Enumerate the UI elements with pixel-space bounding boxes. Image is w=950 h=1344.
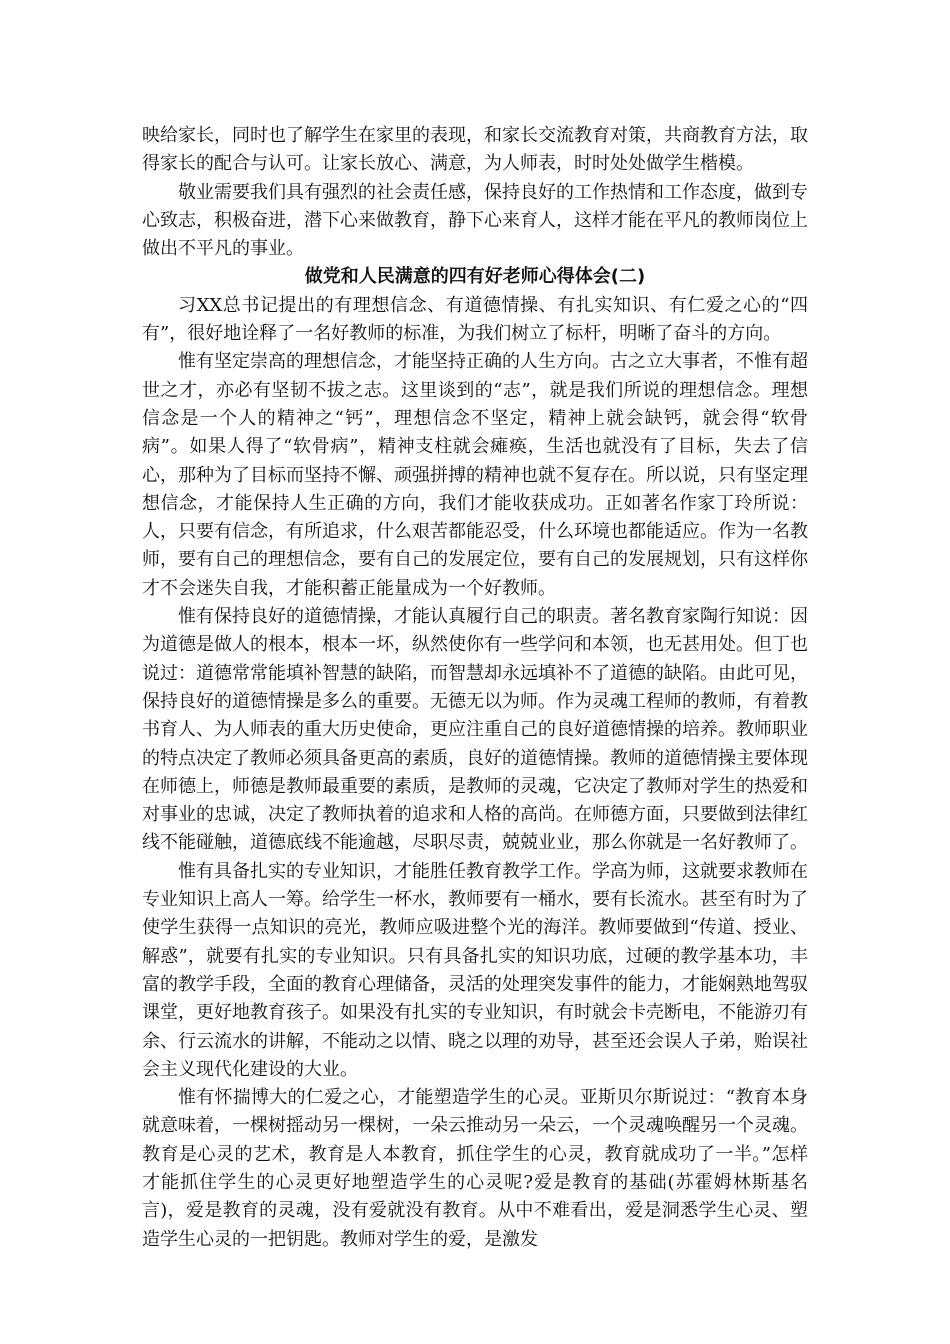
paragraph: 惟有具备扎实的专业知识，才能胜任教育教学工作。学高为师，这就要求教师在专业知识上高人一筹。给学生一杯水，教师要有一桶水，要有长流水。甚至有时为了使学生获得一点知识的亮光，教师应吸进整个光的海洋。教师要做到“传道、授业、解惑”，就要有扎实的专业知识。只有具备扎实的知识功底，过硬的教学基本功，丰富的教学手段，全面的教育心理储备，灵活的处理突发事件的能力，才能娴熟地驾驭课堂，更好地教育孩子。如果没有扎实的专业知识，有时就会卡壳断电，不能游刃有余、行云流水的讲解，不能动之以情、晓之以理的劝导，甚至还会误人子弟，贻误社会主义现代化建设的大业。 [142,860,808,1080]
paragraph: 惟有保持良好的道德情操，才能认真履行自己的职责。著名教育家陶行知说：因为道德是做人的根本，根本一坏，纵然使你有一些学问和本领，也无甚用处。但丁也说过：道德常常能填补智慧的缺陷，而智慧却永远填补不了道德的缺陷。由此可见，保持良好的道德情操是多么的重要。无德无以为师。作为灵魂工程师的教师，有着教书育人、为人师表的重大历史使命，更应注重自己的良好道德情操的培养。教师职业的特点决定了教师必须具备更高的素质，良好的道德情操。教师的道德情操主要体现在师德上，师德是教师最重要的素质，是教师的灵魂，它决定了教师对学生的热爱和对事业的忠诚，决定了教师执着的追求和人格的高尚。在师德方面，只要做到法律红线不能碰触，道德底线不能逾越，尽职尽责，兢兢业业，那么你就是一名好教师了。 [142,606,808,854]
paragraph: 敬业需要我们具有强烈的社会责任感，保持良好的工作热情和工作态度，做到专心致志，积极奋进，潜下心来做教育，静下心来育人，这样才能在平凡的教师岗位上做出不平凡的事业。 [142,181,808,260]
paragraph: 习XX总书记提出的有理想信念、有道德情操、有扎实知识、有仁爱之心的“四有”，很好地诠释了一名好教师的标准，为我们树立了标杆，明晰了奋斗的方向。 [142,294,808,345]
document-page [142,122,808,1254]
paragraph: 惟有坚定崇高的理想信念，才能坚持正确的人生方向。古之立大事者，不惟有超世之才，亦必有坚韧不拔之志。这里谈到的“志”，就是我们所说的理想信念。理想信念是一个人的精神之“钙”，理想信念不坚定，精神上就会缺钙，就会得“软骨病”。如果人得了“软骨病”，精神支柱就会瘫痪，生活也就没有了目标，失去了信心，那种为了目标而坚持不懈、顽强拼搏的精神也就不复存在。所以说，只有坚定理想信念，才能保持人生正确的方向，我们才能收获成功。正如著名作家丁玲所说：人，只要有信念，有所追求，什么艰苦都能忍受，什么环境也都能适应。作为一名教师，要有自己的理想信念，要有自己的发展定位，要有自己的发展规划，只有这样你才不会迷失自我，才能积蓄正能量成为一个好教师。 [142,351,808,599]
paragraph: 惟有怀揣博大的仁爱之心，才能塑造学生的心灵。亚斯贝尔斯说过：“教育本身就意味着，一棵树摇动另一棵树，一朵云推动另一朵云，一个灵魂唤醒另一个灵魂。教育是心灵的艺术，教育是人本教育，抓住学生的心灵，教育就成功了一半。”怎样才能抓住学生的心灵更好地塑造学生的心灵呢?爱是教育的基础(苏霍姆林斯基名言)，爱是教育的灵魂，没有爱就没有教育。从中不难看出，爱是洞悉学生心灵、塑造学生心灵的一把钥匙。教师对学生的爱，是激发 [142,1087,808,1250]
paragraph: 映给家长，同时也了解学生在家里的表现，和家长交流教育对策，共商教育方法，取得家长的配合与认可。让家长放心、满意，为人师表，时时处处做学生楷模。 [142,125,808,175]
section-title: 做党和人民满意的四有好老师心得体会(二) [304,266,646,288]
